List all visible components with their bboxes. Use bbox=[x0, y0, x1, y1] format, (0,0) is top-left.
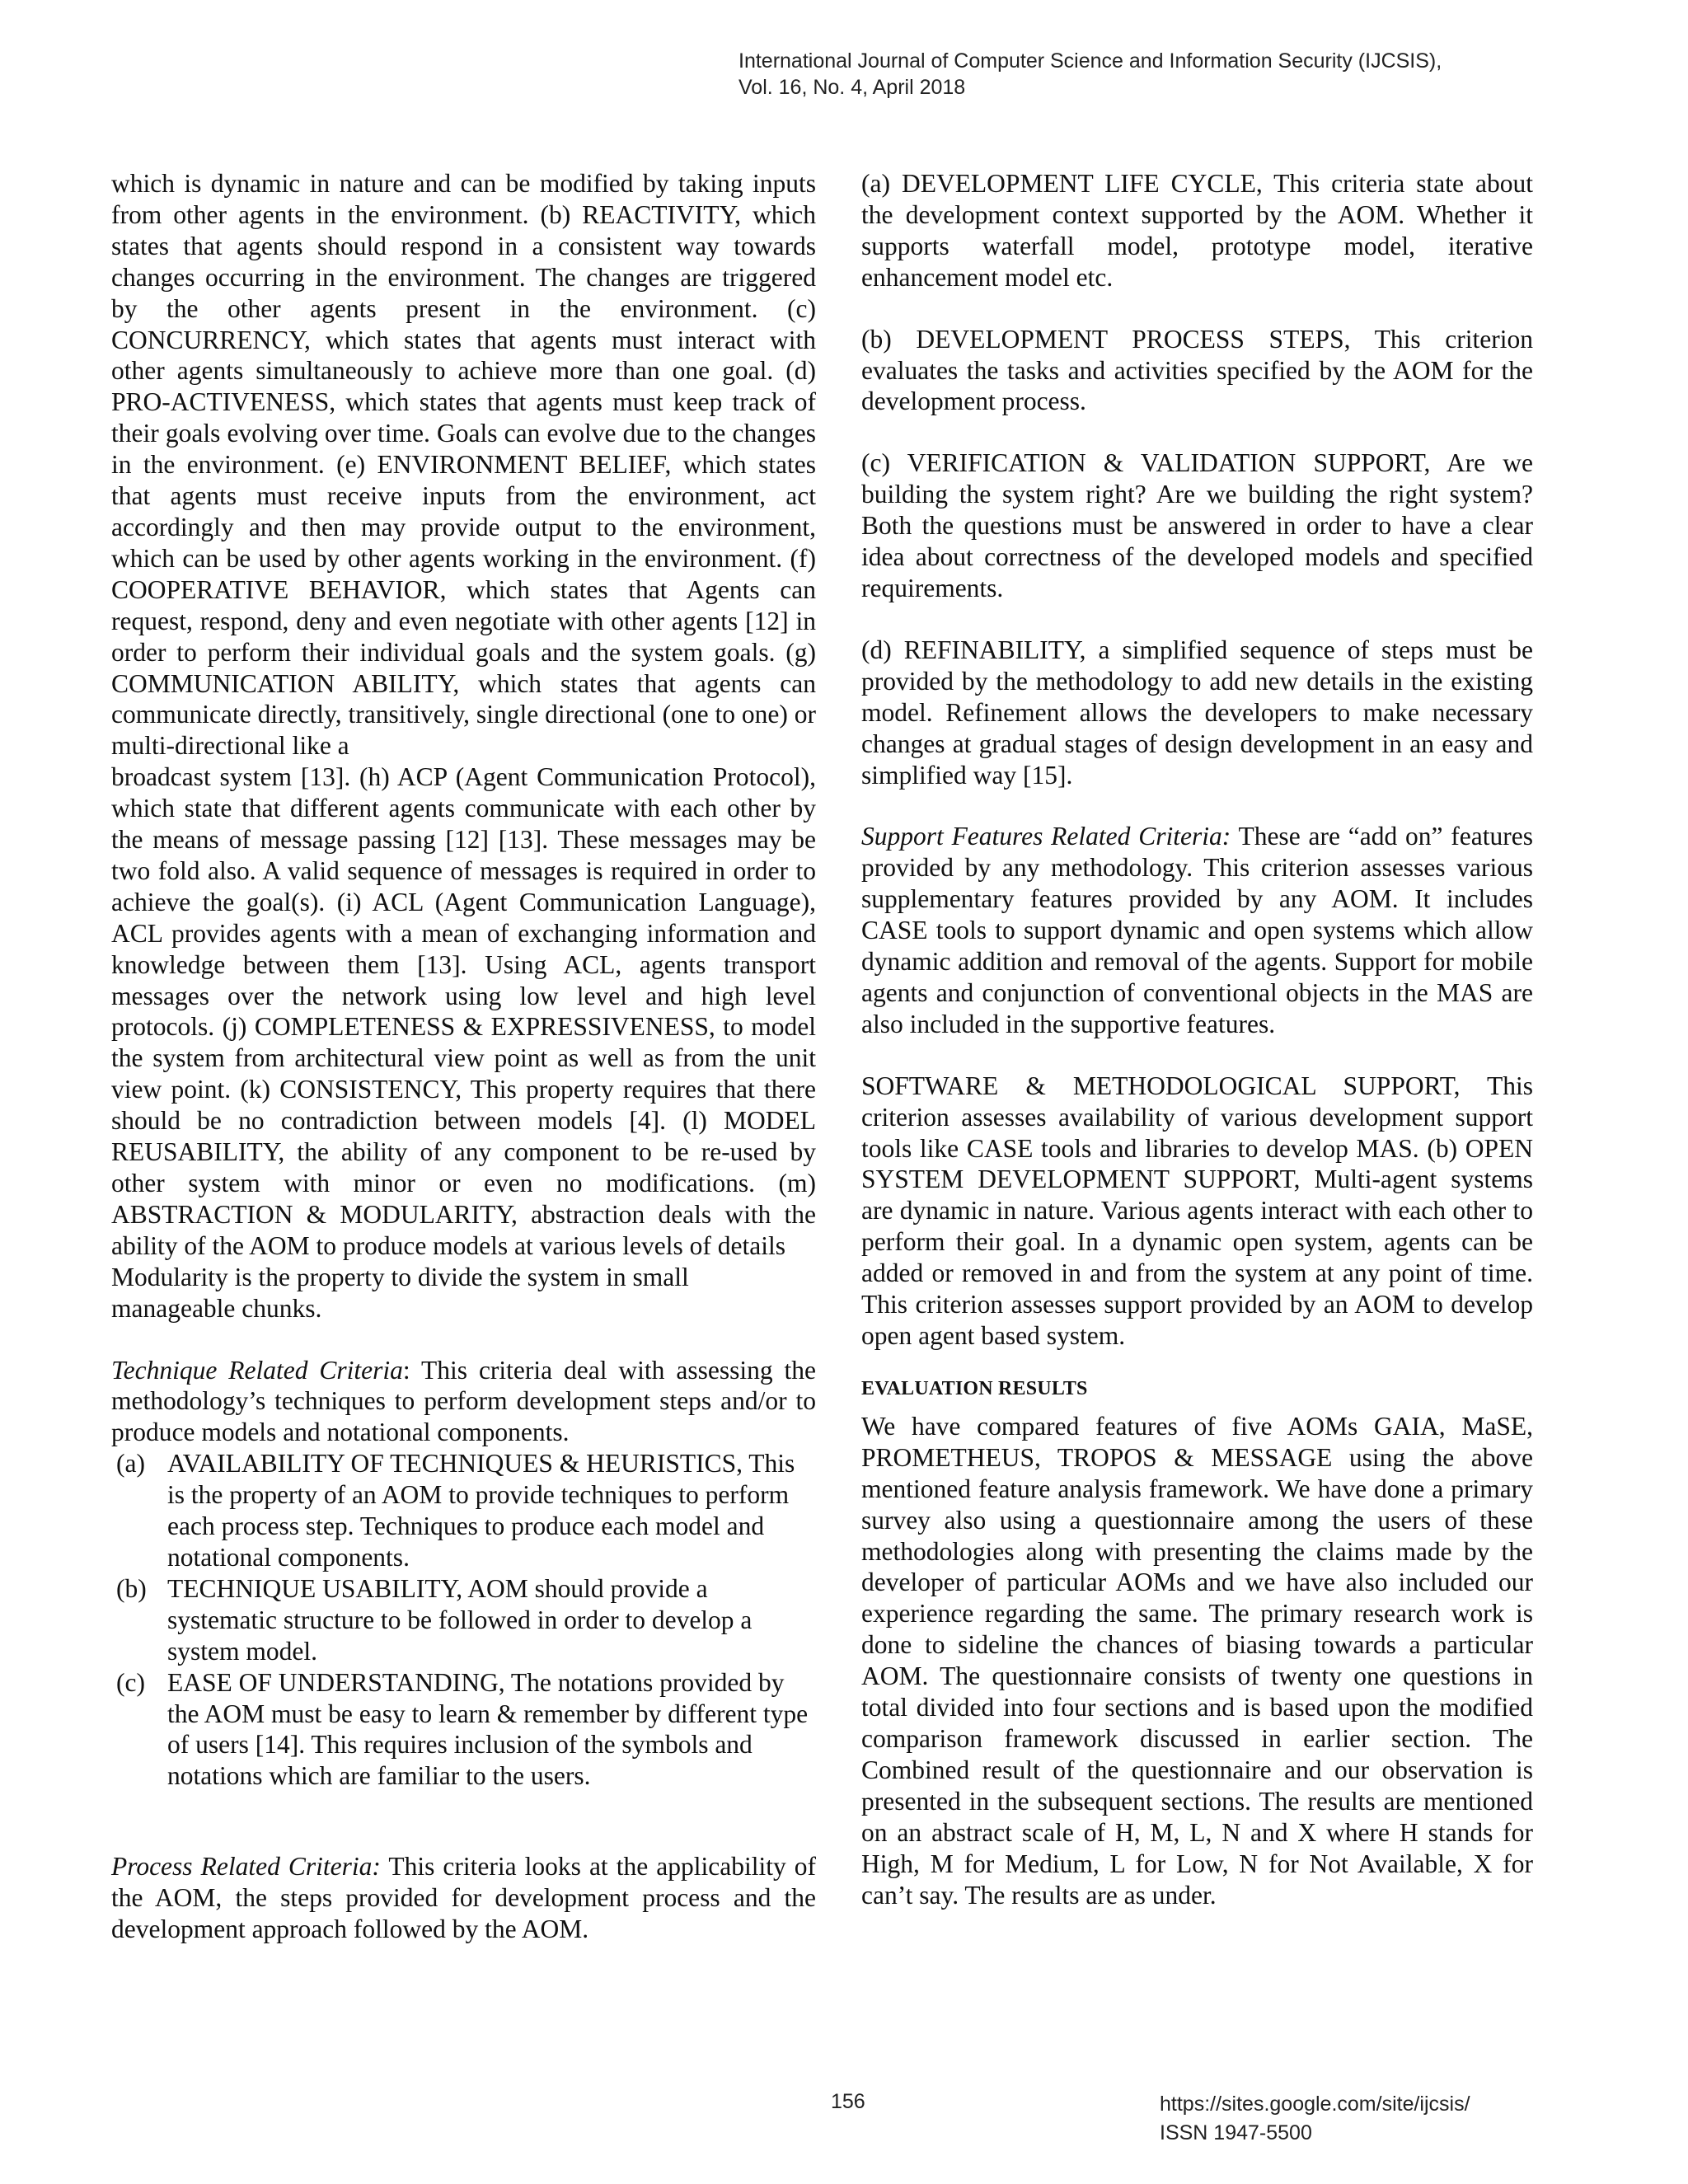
journal-title: International Journal of Computer Science and Information Security (IJCSIS), bbox=[738, 49, 1442, 73]
footer-url: https://sites.google.com/site/ijcsis/ bbox=[1160, 2093, 1470, 2116]
section-heading: EVALUATION RESULTS bbox=[861, 1377, 1088, 1399]
process-criteria-text: This criteria looks at the applicability of the AOM, the steps provided for development process and the development approach followed by the AOM. bbox=[111, 1852, 816, 1944]
left-paragraph-1: which is dynamic in nature and can be modified by taking inputs from other agents in the environment. (b) REACTIVITY, which states that agents should respond in a consistent way towards changes occurring in the environment. The changes are triggered by the other agents present in the environment. (c) CONCURRENCY, which states that agents must interact with other agents simultaneously to achieve more than one goal. (d) PRO-ACTIVENESS, which states that agents must keep track of their goals evolving over time. Goals can evolve due to the changes in the environment. (e) ENVIRONMENT BELIEF, which states that agents must receive inputs from the environment, act accordingly and then may provide output to the environment, which can be used by other agents working in the environment. (f) COOPERATIVE BEHAVIOR, which states that Agents can request, respond, deny and even negotiate with other agents [12] in order to perform their individual goals and the system goals. (g) COMMUNICATION ABILITY, which states that agents can communicate directly, transitively, single directional (one to one) or multi-directional like a bbox=[111, 169, 816, 761]
footer-info bbox=[1160, 2090, 1470, 2148]
technique-criteria-paragraph bbox=[111, 1355, 816, 1449]
list-item bbox=[111, 1573, 816, 1667]
journal-volume: Vol. 16, No. 4, April 2018 bbox=[738, 76, 966, 99]
footer-issn: ISSN 1947-5500 bbox=[1160, 2121, 1312, 2144]
technique-criteria-text: : This criteria deal with assessing the methodology’s techniques to perform development steps and/or to produce models and notational components. bbox=[111, 1355, 817, 1447]
development-life-cycle-paragraph: (a) DEVELOPMENT LIFE CYCLE, This criteria state about the development context supported by the AOM. Whether it supports waterfall model, prototype model, iterative enhancement model etc. bbox=[861, 169, 1533, 292]
list-item-text: TECHNIQUE USABILITY, AOM should provide a systematic structure to be followed in order to develop a system model. bbox=[167, 1573, 753, 1666]
list-marker: (a) bbox=[116, 1449, 145, 1479]
support-criteria-paragraph bbox=[861, 821, 1533, 1039]
list-item-text: AVAILABILITY OF TECHNIQUES & HEURISTICS, This is the property of an AOM to provide techniques to perform each process step. Techniques to produce each model and notational components. bbox=[167, 1449, 795, 1572]
technique-criteria-label: Technique Related Criteria bbox=[111, 1355, 403, 1385]
support-criteria-text: These are “add on” features provided by any methodology. This criterion assesses various supplementary features provided by any AOM. It includes CASE tools to support dynamic and open systems which allow dynamic addition and removal of the agents. Support for mobile agents and conjunction of conventional objects in the MAS are also included in the supportive features. bbox=[861, 822, 1533, 1038]
technique-list bbox=[111, 1448, 816, 1792]
refinability-paragraph: (d) REFINABILITY, a simplified sequence of steps must be provided by the methodology to add new details in the existing model. Refinement allows the developers to make necessary changes at gradual stages of design development in an easy and simplified way [15]. bbox=[861, 635, 1533, 790]
list-marker: (b) bbox=[116, 1573, 147, 1603]
support-criteria-label: Support Features Related Criteria: bbox=[861, 822, 1231, 851]
process-criteria-label: Process Related Criteria: bbox=[111, 1852, 381, 1882]
journal-header bbox=[738, 48, 1645, 101]
left-paragraph-3: Modularity is the property to divide the system in small manageable chunks. bbox=[111, 1262, 689, 1323]
list-item-text: EASE OF UNDERSTANDING, The notations provided by the AOM must be easy to learn & remember by different type of users [14]. This requires inclusion of the symbols and notations which are familiar to the users. bbox=[167, 1667, 809, 1791]
list-item bbox=[111, 1448, 816, 1573]
list-marker: (c) bbox=[116, 1667, 145, 1697]
development-process-steps-paragraph: (b) DEVELOPMENT PROCESS STEPS, This criterion evaluates the tasks and activities specified by the AOM for the development process. bbox=[861, 324, 1533, 416]
list-item bbox=[111, 1667, 816, 1793]
process-criteria-paragraph bbox=[111, 1851, 816, 1945]
left-column bbox=[111, 168, 816, 1945]
evaluation-results-paragraph: We have compared features of five AOMs GAIA, MaSE, PROMETHEUS, TROPOS & MESSAGE using the above mentioned feature analysis framework. We have done a primary survey also using a questionnaire among the users of these methodologies along with presenting the claims made by the developer of particular AOMs and we have also included our experience regarding the same. The primary research work is done to sideline the chances of biasing towards a particular AOM. The questionnaire consists of twenty one questions in total divided into four sections and is based upon the modified comparison framework discussed in earlier section. The Combined result of the questionnaire and our observation is presented in the subsequent sections. The results are mentioned on an abstract scale of H, M, L, N and X where H stands for High, M for Medium, L for Low, N for Not Available, X for can’t say. The results are as under. bbox=[861, 1411, 1533, 1910]
software-support-paragraph: SOFTWARE & METHODOLOGICAL SUPPORT, This criterion assesses availability of various development support tools like CASE tools and libraries to develop MAS. (b) OPEN SYSTEM DEVELOPMENT SUPPORT, Multi-agent systems are dynamic in nature. Various agents interact with each other to perform their goal. In a dynamic open system, agents can be added or removed in and from the system at any point of time. This criterion assesses support provided by an AOM to develop open agent based system. bbox=[861, 1071, 1533, 1350]
left-paragraph-2: broadcast system [13]. (h) ACP (Agent Communication Protocol), which state that different agents communicate with each other by the means of message passing [12] [13]. These messages may be two fold also. A valid sequence of messages is required in order to achieve the goal(s). (i) ACL (Agent Communication Language), ACL provides agents with a mean of exchanging information and knowledge between them [13]. Using ACL, agents transport messages over the network using low level and high level protocols. (j) COMPLETENESS & EXPRESSIVENESS, to model the system from architectural view point as well as from the unit view point. (k) CONSISTENCY, This property requires that there should be no contradiction between models [4]. (l) MODEL REUSABILITY, the ability of any component to be re-used by other system with minor or even no modifications. (m) ABSTRACTION & MODULARITY, abstraction deals with the ability of the AOM to produce models at various levels of details bbox=[111, 762, 816, 1260]
page-number: 156 bbox=[831, 2090, 865, 2113]
verification-validation-paragraph: (c) VERIFICATION & VALIDATION SUPPORT, Are we building the system right? Are we building the right system? Both the questions must be answered in order to have a clear idea about correctness of the developed models and specified requirements. bbox=[861, 448, 1533, 602]
right-column bbox=[861, 168, 1533, 1910]
